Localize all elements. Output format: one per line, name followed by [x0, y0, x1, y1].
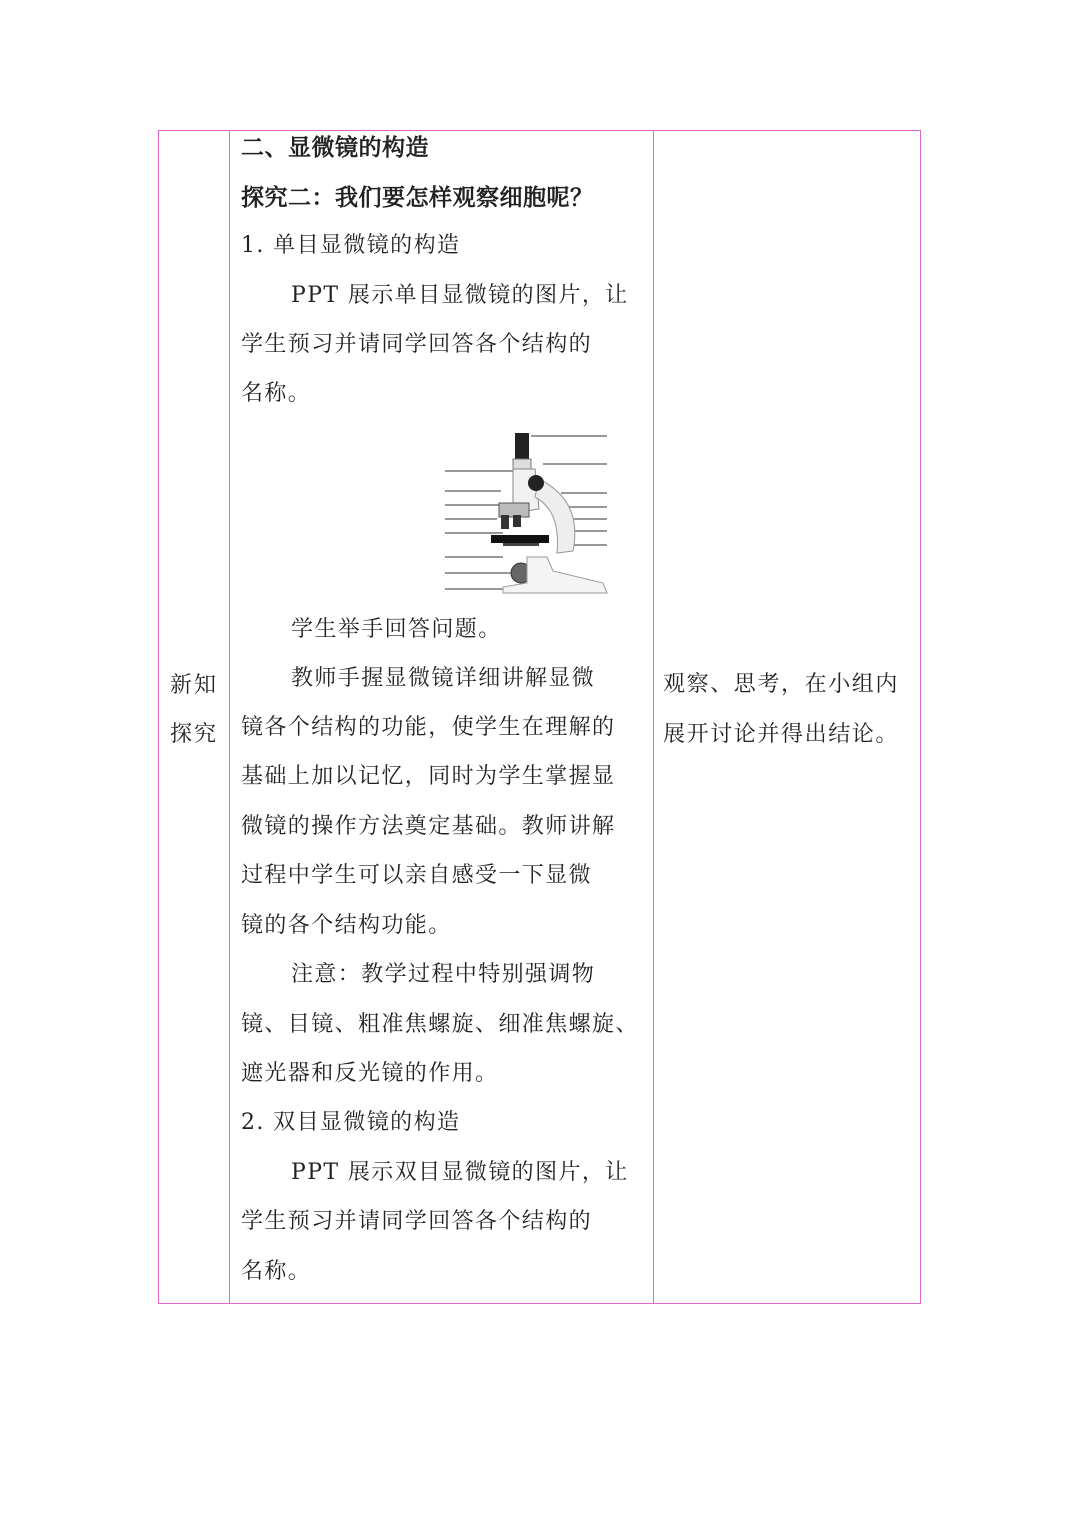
teacher-para-line: 基础上加以记忆，同时为学生掌握显: [241, 764, 616, 789]
item1-para-line: PPT 展示单目显微镜的图片，让: [291, 283, 629, 308]
row-label-cell: [159, 131, 229, 1303]
microscope-figure: [443, 431, 609, 601]
student-answer: 学生举手回答问题。: [291, 617, 502, 642]
row-label-line: 探究: [169, 722, 218, 747]
item1-title: 1. 单目显微镜的构造: [241, 233, 461, 258]
item2-para-line: PPT 展示双目显微镜的图片，让: [291, 1160, 629, 1185]
note-para-line: 注意：教学过程中特别强调物: [291, 962, 596, 987]
teacher-para-line: 镜各个结构的功能，使学生在理解的: [241, 715, 616, 740]
teacher-para-line: 过程中学生可以亲自感受一下显微: [241, 863, 593, 888]
item2-title: 2. 双目显微镜的构造: [241, 1110, 461, 1135]
inquiry-title: 探究二：我们要怎样观察细胞呢？: [241, 185, 594, 211]
teacher-para-line: 镜的各个结构功能。: [241, 913, 452, 938]
student-activity-line: 观察、思考，在小组内: [663, 672, 900, 697]
row-label-line: 新知: [169, 673, 218, 698]
item2-para-line: 学生预习并请同学回答各个结构的: [241, 1209, 593, 1234]
teacher-para-line: 教师手握显微镜详细讲解显微: [291, 666, 596, 691]
note-para-line: 镜、目镜、粗准焦螺旋、细准焦螺旋、: [241, 1012, 639, 1037]
item1-para-line: 学生预习并请同学回答各个结构的: [241, 332, 593, 357]
lesson-plan-table: [158, 130, 921, 1304]
monocular-microscope-icon: [443, 431, 609, 601]
student-activity-line: 展开讨论并得出结论。: [663, 722, 900, 747]
section-heading: 二、显微镜的构造: [241, 135, 429, 161]
column-divider: [229, 131, 230, 1303]
item1-para-line: 名称。: [241, 381, 312, 406]
note-para-line: 遮光器和反光镜的作用。: [241, 1061, 499, 1086]
item2-para-line: 名称。: [241, 1259, 312, 1284]
teacher-para-line: 微镜的操作方法奠定基础。教师讲解: [241, 814, 616, 839]
column-divider: [653, 131, 654, 1303]
